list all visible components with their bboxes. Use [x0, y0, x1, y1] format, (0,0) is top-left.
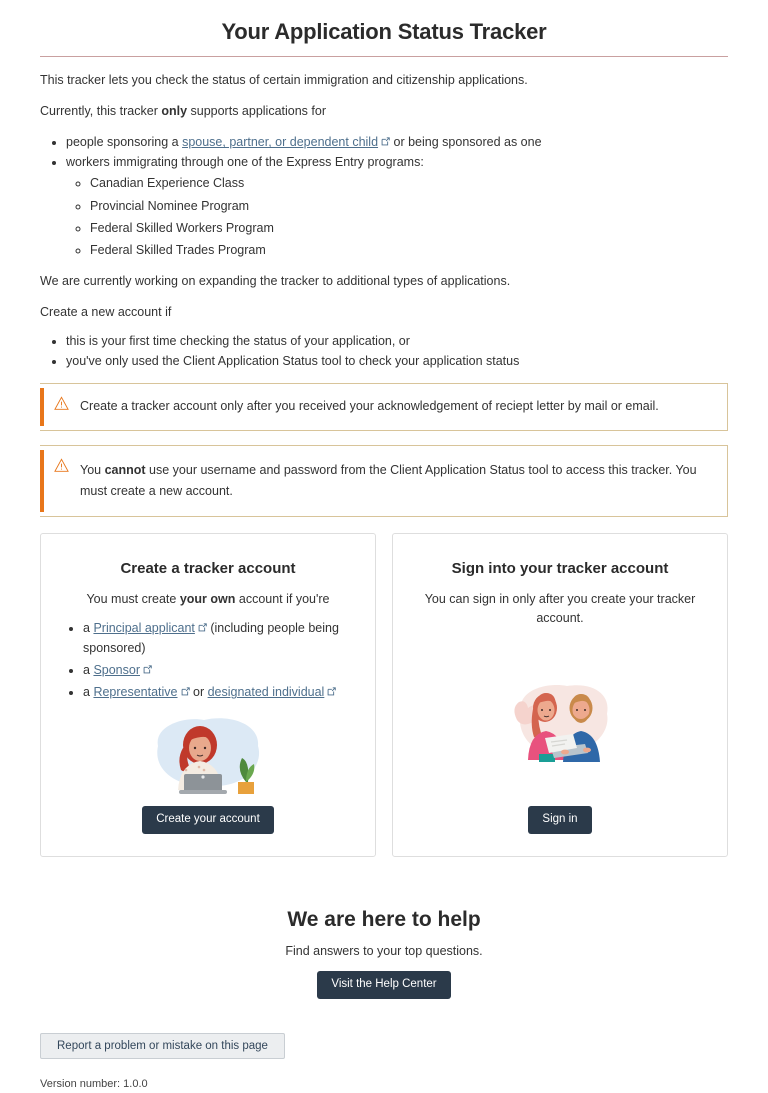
- expanding-note: We are currently working on expanding the tracker to additional types of applications.: [40, 273, 511, 288]
- visit-help-center-button[interactable]: Visit the Help Center: [317, 971, 450, 999]
- subtitle-emphasis: your own: [179, 591, 236, 606]
- page-title: Your Application Status Tracker: [221, 19, 547, 44]
- sponsor-text-prefix: people sponsoring a: [66, 135, 183, 150]
- express-entry-text: workers immigrating through one of the Express Entry programs:: [66, 155, 424, 170]
- external-link-icon: [181, 687, 190, 696]
- title-divider: [40, 56, 728, 57]
- list-item: [83, 661, 355, 680]
- express-entry-programs-list: [66, 174, 728, 259]
- list-item: ◦ Federal Skilled Trades Program: [90, 241, 728, 259]
- role-middle: or: [189, 685, 208, 700]
- alert-text-suffix: use your username and password from the Client Application Status tool to access this tracker. You must create a new account.: [80, 462, 697, 498]
- help-section-subtitle: Find answers to your top questions.: [285, 944, 483, 958]
- woman-at-laptop-illustration: [61, 706, 355, 806]
- representative-link[interactable]: Representative: [93, 685, 178, 700]
- create-account-card-title: Create a tracker account: [120, 560, 296, 578]
- intro-line-2: [40, 102, 728, 120]
- version-number: Version number: 1.0.0: [40, 1077, 148, 1090]
- report-problem-button[interactable]: Report a problem or mistake on this page: [40, 1033, 285, 1059]
- page-footer: [40, 1033, 728, 1093]
- external-link-icon: [381, 137, 390, 146]
- alert-text: Create a tracker account only after you received your acknowledgement of reciept letter by mail or email.: [80, 399, 659, 414]
- create-new-account-heading: Create a new account if: [40, 305, 172, 320]
- list-item: • this is your first time checking the status of your application, or: [66, 332, 728, 350]
- role-prefix: a: [83, 621, 94, 636]
- alert-text-prefix: You: [80, 462, 105, 477]
- page-container: [0, 16, 768, 1093]
- account-cards-row: [40, 533, 728, 856]
- intro-line-2-prefix: Currently, this tracker: [40, 104, 162, 119]
- warning-triangle-icon: [54, 396, 69, 411]
- subtitle-suffix: account if you're: [235, 591, 330, 606]
- signin-card-subtitle: You can sign in only after you create your tracker account.: [424, 591, 696, 626]
- role-prefix: a: [83, 685, 94, 700]
- principal-applicant-link[interactable]: Principal applicant: [93, 621, 195, 636]
- eligible-roles-list: [61, 619, 355, 706]
- create-account-card: [40, 533, 376, 856]
- list-item: [66, 153, 728, 259]
- designated-individual-link[interactable]: designated individual: [207, 685, 325, 700]
- create-account-button-row: [61, 806, 355, 838]
- supported-applications-list: [40, 133, 728, 259]
- alert-cannot-reuse-credentials: [40, 445, 728, 518]
- list-item: ◦ Provincial Nominee Program: [90, 197, 728, 215]
- list-item: [83, 619, 355, 658]
- list-item: [83, 683, 355, 702]
- alert-accent-bar: [40, 388, 44, 425]
- external-link-icon: [327, 687, 336, 696]
- subtitle-prefix: You must create: [86, 591, 180, 606]
- alert-accent-bar: [40, 450, 44, 513]
- intro-line-1: This tracker lets you check the status of certain immigration and citizenship applications.: [40, 72, 528, 87]
- role-prefix: a: [83, 663, 94, 678]
- sign-in-button[interactable]: Sign in: [528, 806, 591, 834]
- list-item: • you've only used the Client Application Status tool to check your application status: [66, 352, 728, 370]
- sponsor-text-suffix: or being sponsored as one: [390, 135, 542, 150]
- alert-text-emphasis: cannot: [104, 462, 146, 477]
- list-item: ◦ Federal Skilled Workers Program: [90, 219, 728, 237]
- couple-with-document-illustration: [413, 639, 707, 806]
- intro-line-2-emphasis: only: [161, 104, 188, 119]
- help-section-title: We are here to help: [287, 907, 481, 931]
- role-suffix: (including people being sponsored): [83, 621, 339, 655]
- warning-triangle-icon: [54, 458, 69, 473]
- signin-card-title: Sign into your tracker account: [451, 560, 669, 578]
- create-your-account-button[interactable]: Create your account: [142, 806, 274, 834]
- intro-line-2-suffix: supports applications for: [187, 104, 326, 119]
- external-link-icon: [143, 665, 152, 674]
- help-section: [40, 905, 728, 999]
- external-link-icon: [198, 623, 207, 632]
- list-item: [66, 133, 728, 151]
- alert-acknowledgement-letter: [40, 383, 728, 430]
- list-item: ◦ Canadian Experience Class: [90, 174, 728, 192]
- signin-card: [392, 533, 728, 856]
- create-new-account-list: [40, 332, 728, 370]
- create-account-card-subtitle: [61, 590, 355, 609]
- alert-text: [80, 460, 713, 503]
- signin-button-row: [413, 806, 707, 838]
- sponsor-link[interactable]: Sponsor: [93, 663, 140, 678]
- spouse-partner-child-link[interactable]: spouse, partner, or dependent child: [182, 135, 379, 150]
